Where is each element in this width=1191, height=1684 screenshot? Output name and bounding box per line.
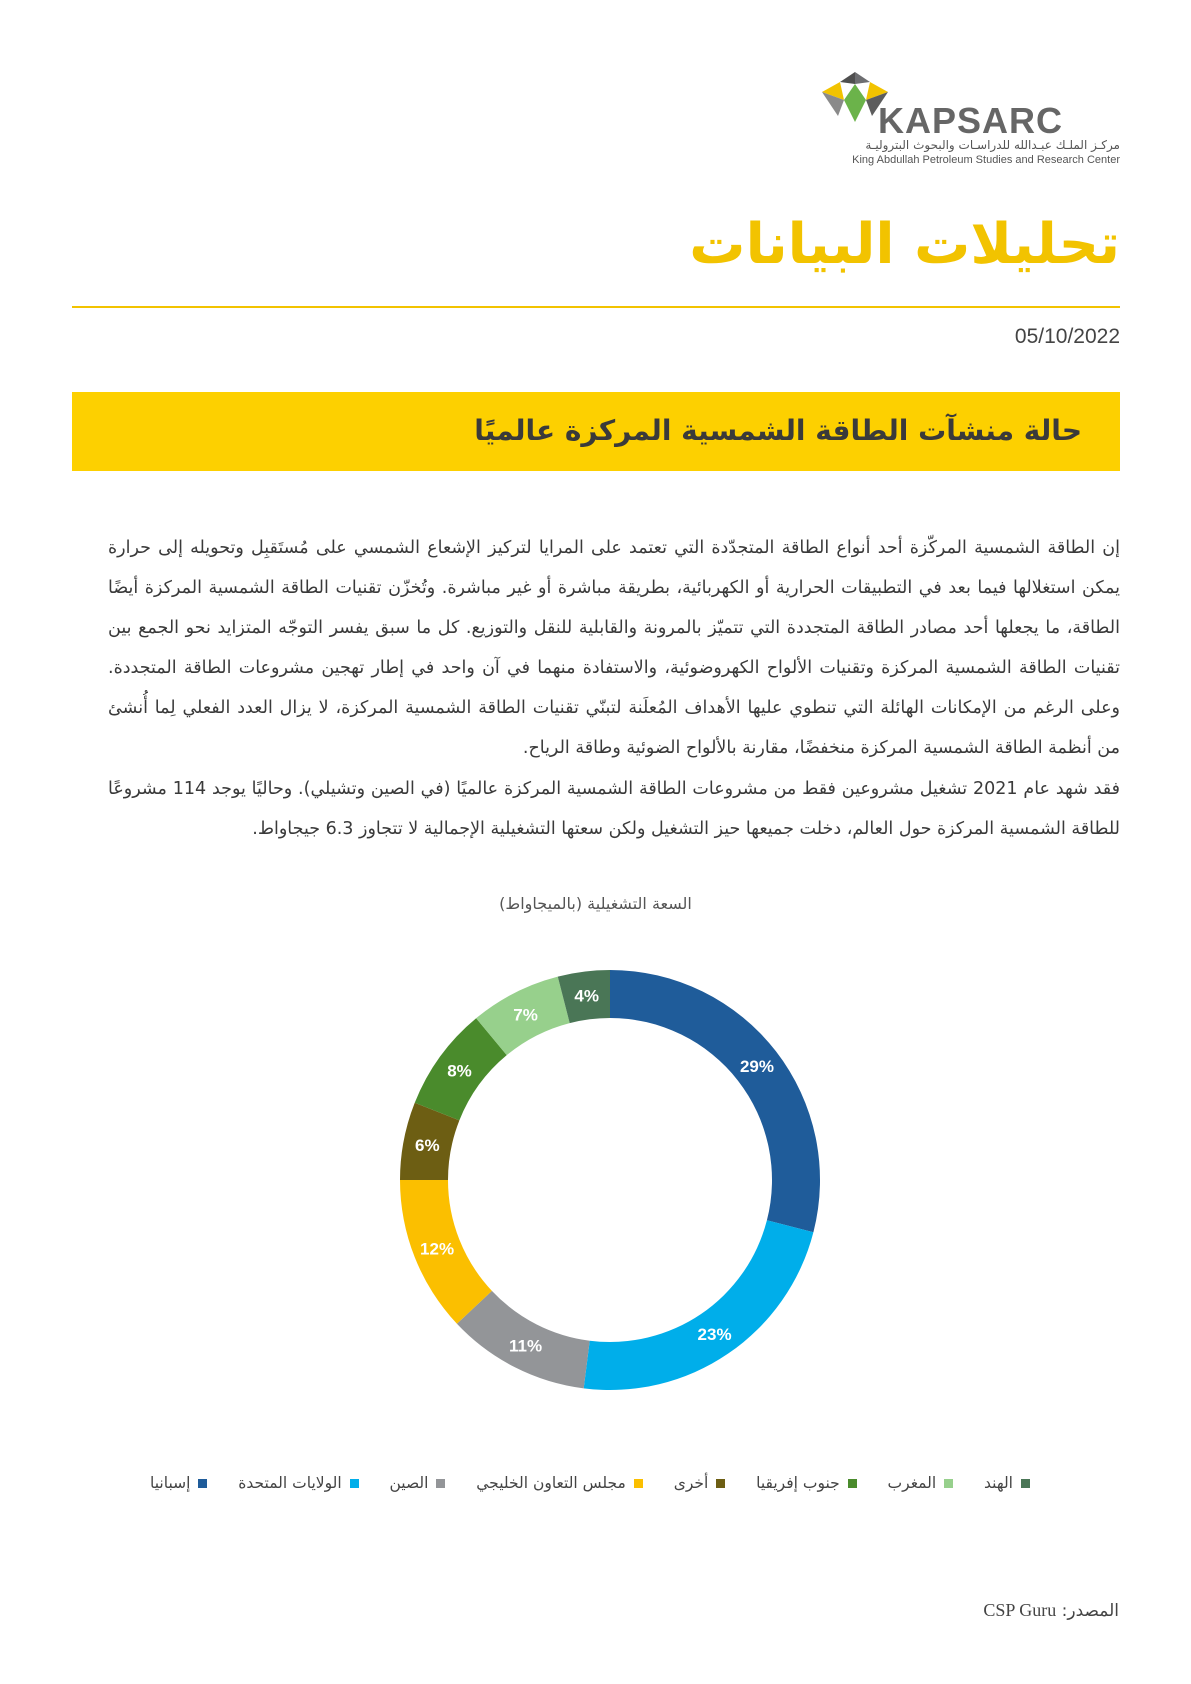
legend-label-8: الهند xyxy=(984,1474,1013,1492)
legend-item-2 xyxy=(238,1474,358,1492)
legend-item-7 xyxy=(888,1474,954,1492)
legend-label-7: المغرب xyxy=(887,1474,937,1492)
legend-label-5: أخرى xyxy=(673,1474,709,1492)
slice-label-6: 8% xyxy=(447,1061,472,1081)
slice-label-2: 23% xyxy=(697,1324,732,1344)
slice-label-8: 4% xyxy=(574,986,599,1006)
donut-slice-2 xyxy=(584,1220,814,1390)
chart-legend xyxy=(150,1474,1030,1492)
donut-chart xyxy=(370,940,850,1420)
legend-label-2: الولايات المتحدة xyxy=(238,1474,342,1492)
legend-swatch-1 xyxy=(198,1479,207,1488)
legend-item-3 xyxy=(389,1474,445,1492)
slice-label-7: 7% xyxy=(513,1005,538,1025)
legend-swatch-7 xyxy=(944,1479,953,1488)
legend-swatch-3 xyxy=(436,1479,445,1488)
logo-wordmark: KAPSARC xyxy=(878,100,1064,141)
slice-label-1: 29% xyxy=(739,1056,774,1076)
legend-label-1: إسبانيا xyxy=(150,1474,191,1492)
source-label: المصدر: xyxy=(1061,1601,1119,1621)
legend-label-4: مجلس التعاون الخليجي xyxy=(476,1474,626,1492)
section-heading: حالة منشآت الطاقة الشمسية المركزة عالميًا xyxy=(474,414,1082,447)
legend-item-6 xyxy=(756,1474,857,1492)
slice-label-4: 12% xyxy=(420,1239,455,1259)
chart-title: السعة التشغيلية (بالميجاواط) xyxy=(499,894,692,913)
legend-label-3: الصين xyxy=(389,1474,429,1492)
legend-swatch-6 xyxy=(848,1479,857,1488)
legend-swatch-5 xyxy=(716,1479,725,1488)
slice-label-3: 11% xyxy=(509,1336,543,1356)
legend-item-5 xyxy=(674,1474,726,1492)
logo-arabic-name: مركـز الملـك عبـدالله للدراسـات والبحوث البتروليـة xyxy=(865,138,1120,152)
donut-slice-1 xyxy=(610,970,820,1232)
legend-item-8 xyxy=(984,1474,1030,1492)
legend-item-1 xyxy=(150,1474,207,1492)
legend-label-6: جنوب إفريقيا xyxy=(756,1474,840,1492)
kapsarc-logo xyxy=(820,70,1120,170)
legend-swatch-8 xyxy=(1021,1479,1030,1488)
publish-date: 05/10/2022 xyxy=(1014,325,1120,348)
source-value: CSP Guru xyxy=(983,1600,1057,1620)
slice-label-5: 6% xyxy=(415,1136,440,1156)
section-banner xyxy=(72,392,1120,471)
legend-swatch-4 xyxy=(634,1479,643,1488)
title-divider xyxy=(72,306,1120,308)
legend-swatch-2 xyxy=(350,1479,359,1488)
page-title: تحليلات البيانات xyxy=(689,212,1120,277)
legend-item-4 xyxy=(476,1474,643,1492)
summary-paragraph: فقد شهد عام 2021 تشغيل مشروعين فقط من مشروعات الطاقة الشمسية المركزة عالميًا (في الصين وتشيلي). وحاليًا يوجد 114 مشروعًا للطاقة الشمسية المركزة حول العالم، دخلت جميعها حيز التشغيل ولكن سعتها التشغيلية الإجمالية لا تتجاوز 6.3 جيجاواط. xyxy=(108,779,1120,839)
source-note xyxy=(983,1600,1119,1621)
logo-english-name: King Abdullah Petroleum Studies and Research Center xyxy=(852,154,1120,166)
intro-paragraph: إن الطاقة الشمسية المركّزة أحد أنواع الطاقة المتجدّدة التي تعتمد على المرايا لتركيز الإشعاع الشمسي على مُستَقبِل وتحويله إلى حرارة يمكن استغلالها فيما بعد في التطبيقات الحرارية أو الكهربائية، بطريقة مباشرة أو غير مباشرة. وتُخزّن تقنيات الطاقة الشمسية المركزة أيضًا الطاقة، ما يجعلها أحد مصادر الطاقة المتجددة التي تتميّز بالمرونة والقابلية للنقل والتوزيع. كل ما سبق يفسر التوجّه المتزايد نحو الجمع بين تقنيات الطاقة الشمسية المركزة وتقنيات الألواح الكهروضوئية، والاستفادة منهما في آن واحد في إطار تهجين مشروعات الطاقة المتجددة. وعلى الرغم من الإمكانات الهائلة التي تنطوي عليها الأهداف المُعلَنة لتبنّي تقنيات الطاقة الشمسية المركزة، لا يزال العدد الفعلي لِما أُنشئ من أنظمة الطاقة الشمسية المركزة منخفضًا، مقارنة بالألواح الضوئية وطاقة الرياح. xyxy=(108,538,1120,758)
